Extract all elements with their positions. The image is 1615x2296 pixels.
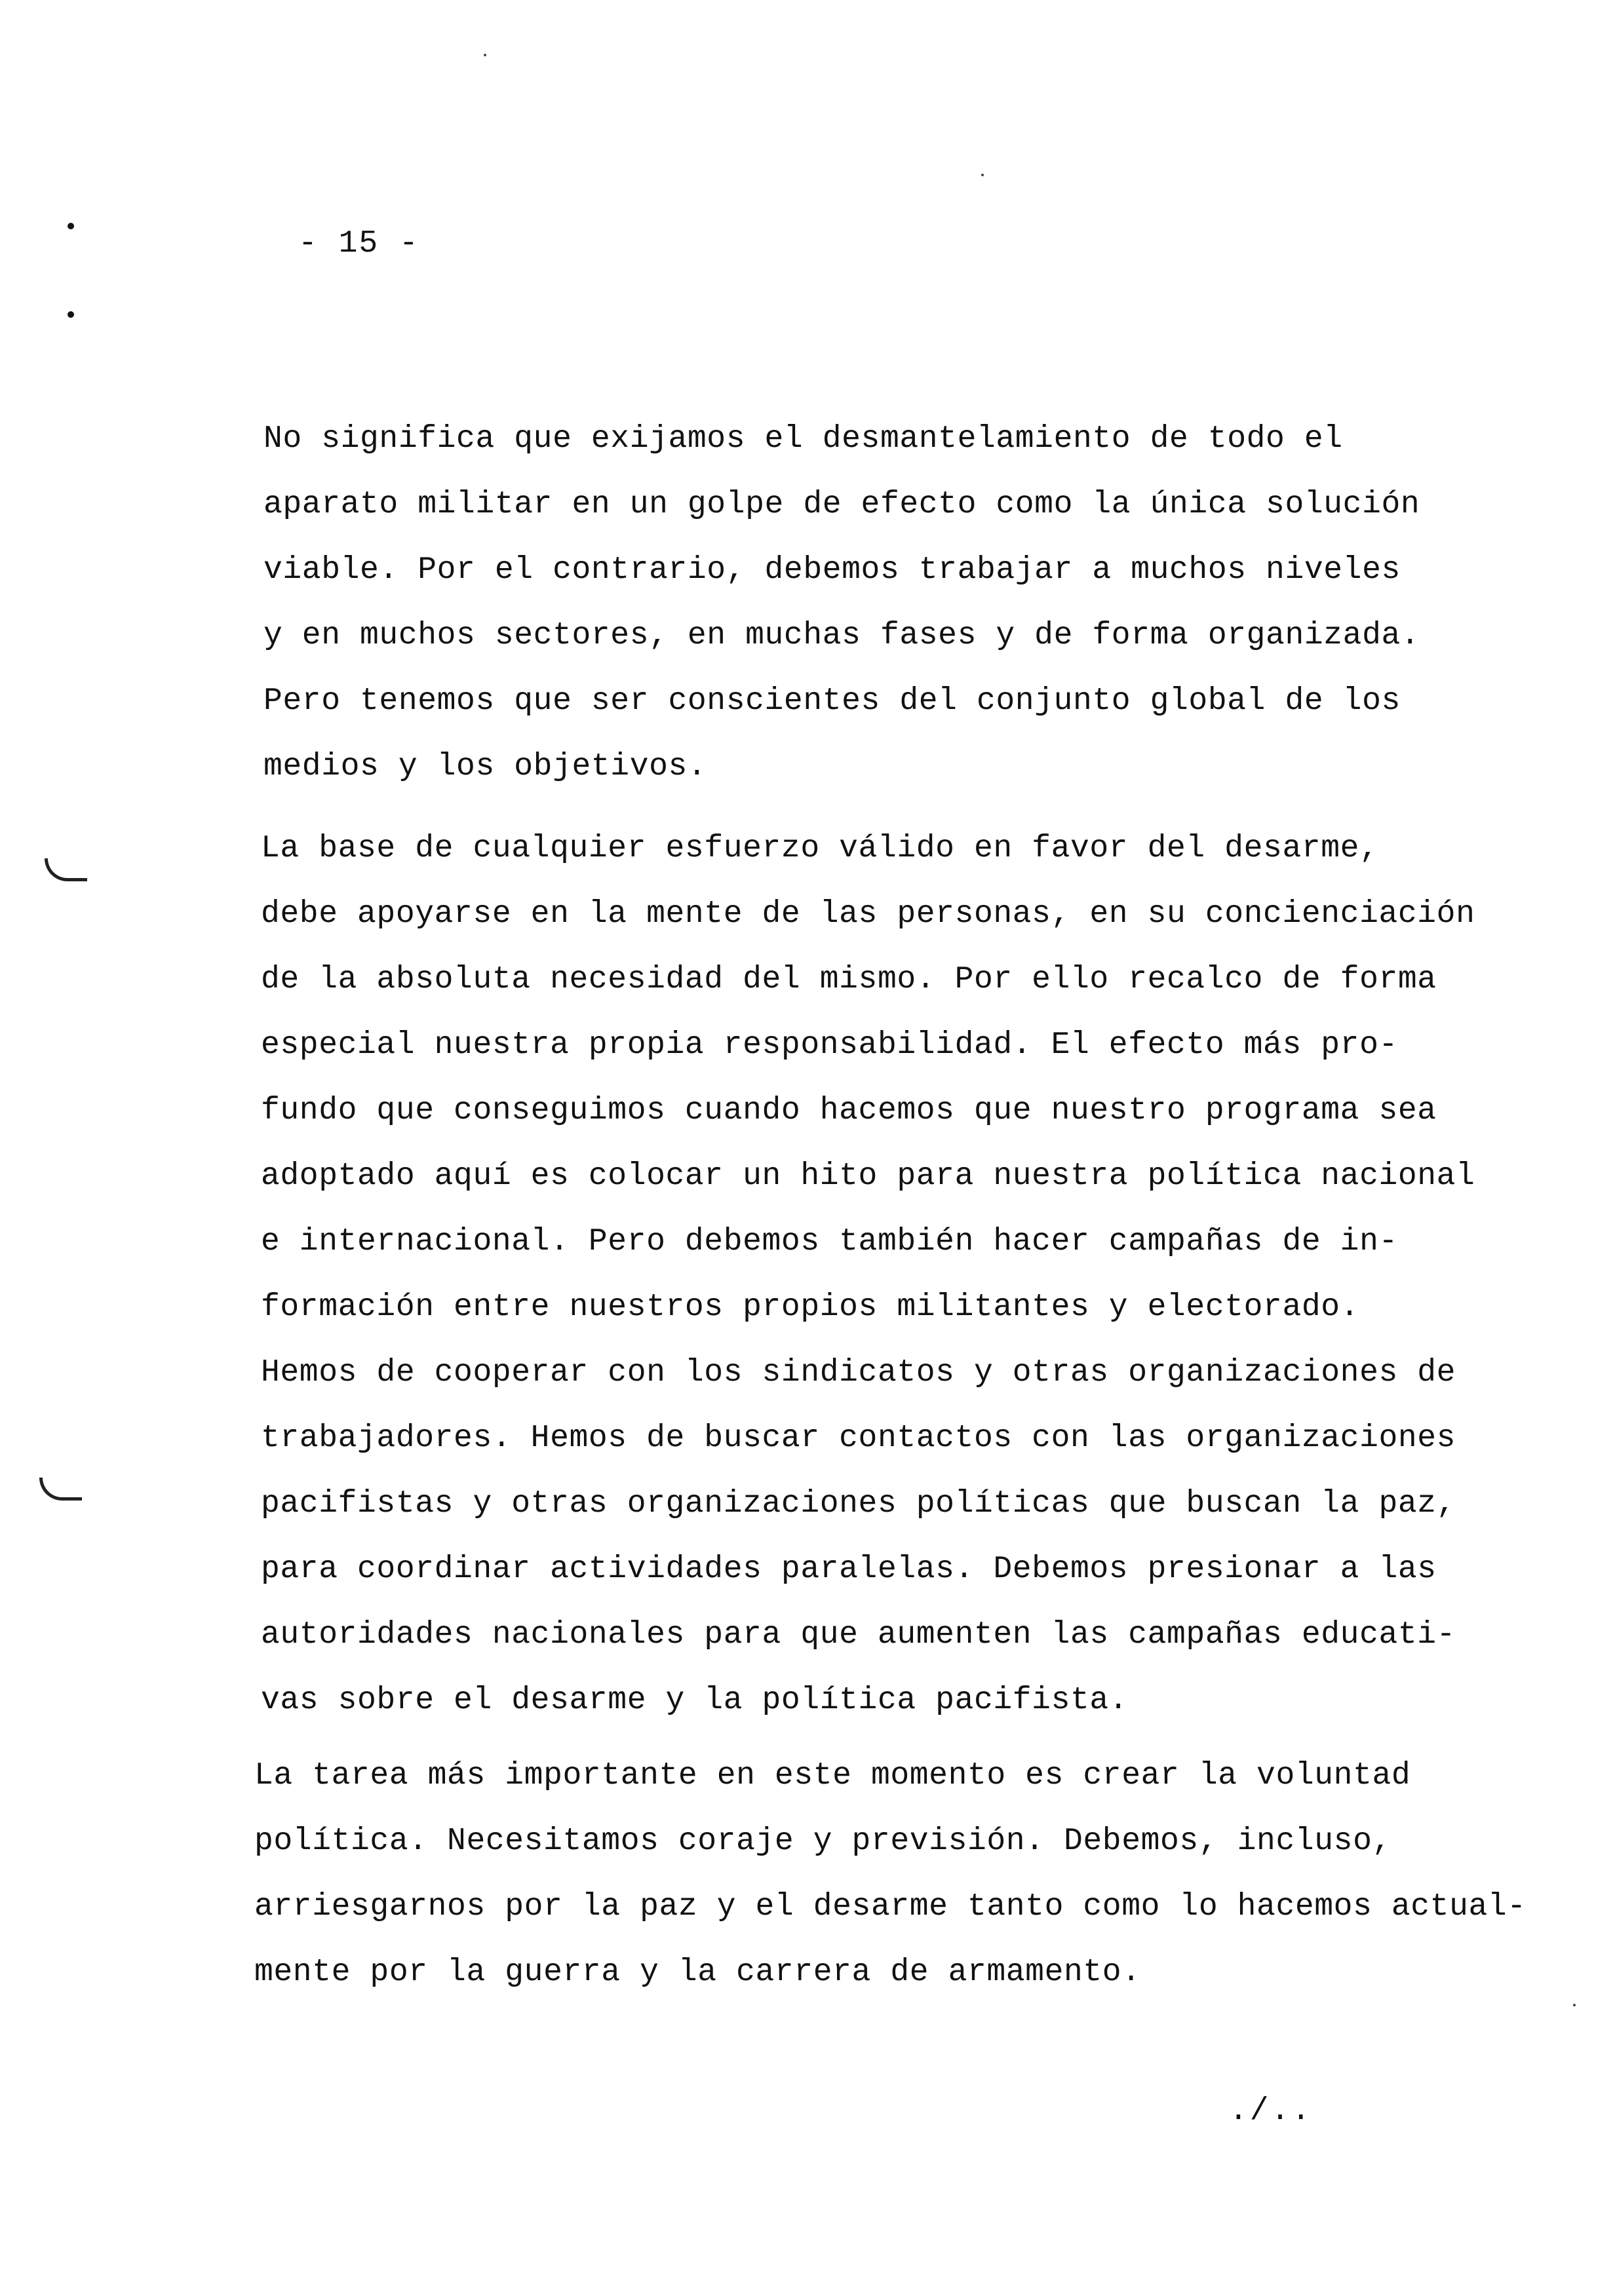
margin-dot — [68, 223, 74, 229]
text-line: y en muchos sectores, en muchas fases y de forma organizada. — [263, 618, 1420, 653]
text-line: aparato militar en un golpe de efecto como la única solución — [263, 487, 1420, 522]
text-line: Hemos de cooperar con los sindicatos y otras organizaciones de — [261, 1355, 1456, 1390]
text-line: e internacional. Pero debemos también hacer campañas de in- — [261, 1224, 1398, 1259]
text-line: política. Necesitamos coraje y previsión. Debemos, incluso, — [254, 1824, 1391, 1859]
text-line: trabajadores. Hemos de buscar contactos con las organizaciones — [261, 1421, 1456, 1456]
text-line: para coordinar actividades paralelas. Debemos presionar a las — [261, 1552, 1437, 1587]
text-line: La tarea más importante en este momento es crear la voluntad — [254, 1758, 1411, 1793]
margin-bracket-mark — [45, 858, 87, 881]
paragraph — [263, 406, 1568, 799]
margin-bracket-mark — [39, 1478, 82, 1501]
text-line: pacifistas y otras organizaciones políticas que buscan la paz, — [261, 1486, 1456, 1521]
scan-speck — [981, 174, 984, 176]
text-line: formación entre nuestros propios militantes y electorado. — [261, 1290, 1360, 1325]
text-line: especial nuestra propia responsabilidad. El efecto más pro- — [261, 1027, 1398, 1063]
text-line: arriesgarnos por la paz y el desarme tanto como lo hacemos actual- — [254, 1889, 1527, 1924]
page-number: - 15 - — [298, 226, 419, 261]
text-line: No significa que exijamos el desmantelamiento de todo el — [263, 421, 1343, 457]
scan-speck — [484, 54, 486, 56]
text-line: viable. Por el contrario, debemos trabajar a muchos niveles — [263, 552, 1401, 588]
text-line: La base de cualquier esfuerzo válido en favor del desarme, — [261, 831, 1379, 866]
text-line: de la absoluta necesidad del mismo. Por ello recalco de forma — [261, 962, 1437, 997]
continuation-mark: ./.. — [1229, 2094, 1313, 2129]
paragraph — [261, 816, 1565, 1733]
text-line: Pero tenemos que ser conscientes del conjunto global de los — [263, 683, 1401, 719]
text-line: vas sobre el desarme y la política pacifista. — [261, 1683, 1129, 1718]
text-line: adoptado aquí es colocar un hito para nuestra política nacional — [261, 1158, 1475, 1194]
text-line: fundo que conseguimos cuando hacemos que nuestro programa sea — [261, 1093, 1437, 1128]
paragraph — [254, 1743, 1559, 2005]
margin-dot — [68, 311, 74, 318]
scan-speck — [1573, 2004, 1576, 2006]
text-line: mente por la guerra y la carrera de armamento. — [254, 1955, 1141, 1990]
text-line: autoridades nacionales para que aumenten las campañas educati- — [261, 1617, 1456, 1653]
text-line: medios y los objetivos. — [263, 749, 707, 784]
text-line: debe apoyarse en la mente de las personas, en su concienciación — [261, 896, 1475, 932]
